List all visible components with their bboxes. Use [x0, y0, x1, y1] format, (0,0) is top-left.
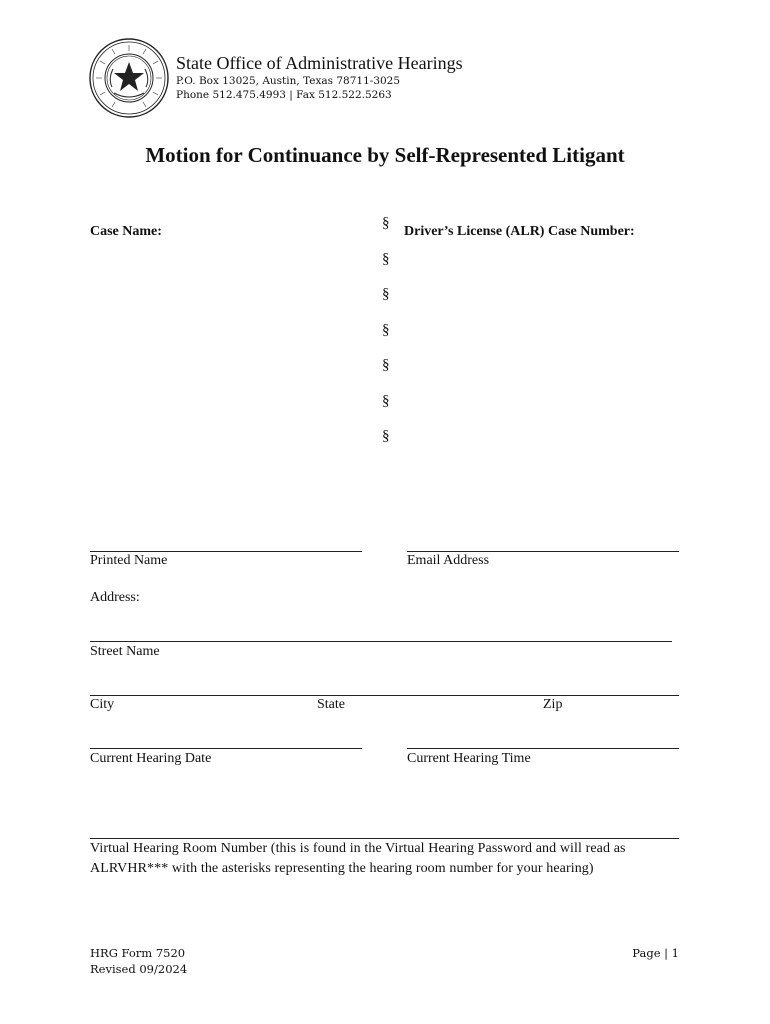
case-number-label: Driver’s License (ALR) Case Number:	[404, 224, 635, 239]
section-symbol: §	[382, 251, 390, 267]
section-symbol: §	[382, 428, 390, 444]
hearing-time-label: Current Hearing Time	[407, 751, 531, 766]
section-symbol: §	[382, 393, 390, 409]
section-symbol: §	[382, 322, 390, 338]
section-symbol: §	[382, 215, 390, 231]
hearing-time-line[interactable]	[407, 748, 679, 749]
printed-name-line[interactable]	[90, 551, 362, 552]
email-address-label: Email Address	[407, 553, 490, 568]
agency-phone: Phone 512.475.4993 | Fax 512.522.5263	[176, 89, 392, 101]
hearing-date-label: Current Hearing Date	[90, 751, 212, 766]
email-address-line[interactable]	[407, 551, 679, 552]
printed-name-label: Printed Name	[90, 553, 168, 568]
revised-date: Revised 09/2024	[90, 962, 188, 976]
page-number: Page | 1	[632, 946, 679, 960]
form-title: Motion for Continuance by Self-Represented Litigant	[145, 143, 625, 167]
street-name-label: Street Name	[90, 644, 160, 659]
city-state-zip-line[interactable]	[90, 695, 679, 696]
address-label: Address:	[90, 590, 140, 605]
hearing-date-line[interactable]	[90, 748, 362, 749]
state-label: State	[317, 697, 345, 712]
case-name-label: Case Name:	[90, 224, 162, 239]
agency-name: State Office of Administrative Hearings	[176, 53, 463, 73]
texas-state-seal-icon	[88, 37, 170, 119]
street-name-line[interactable]	[90, 641, 672, 642]
city-label: City	[90, 697, 115, 712]
virtual-room-note: Virtual Hearing Room Number (this is found in the Virtual Hearing Password and will read as ALRVHR*** with the asterisks representing the hearing room number for your hearing)	[90, 841, 626, 876]
form-number: HRG Form 7520	[90, 946, 186, 960]
zip-label: Zip	[543, 697, 563, 712]
section-symbol: §	[382, 357, 390, 373]
section-symbol: §	[382, 286, 390, 302]
agency-address: P.O. Box 13025, Austin, Texas 78711-3025	[176, 75, 401, 87]
